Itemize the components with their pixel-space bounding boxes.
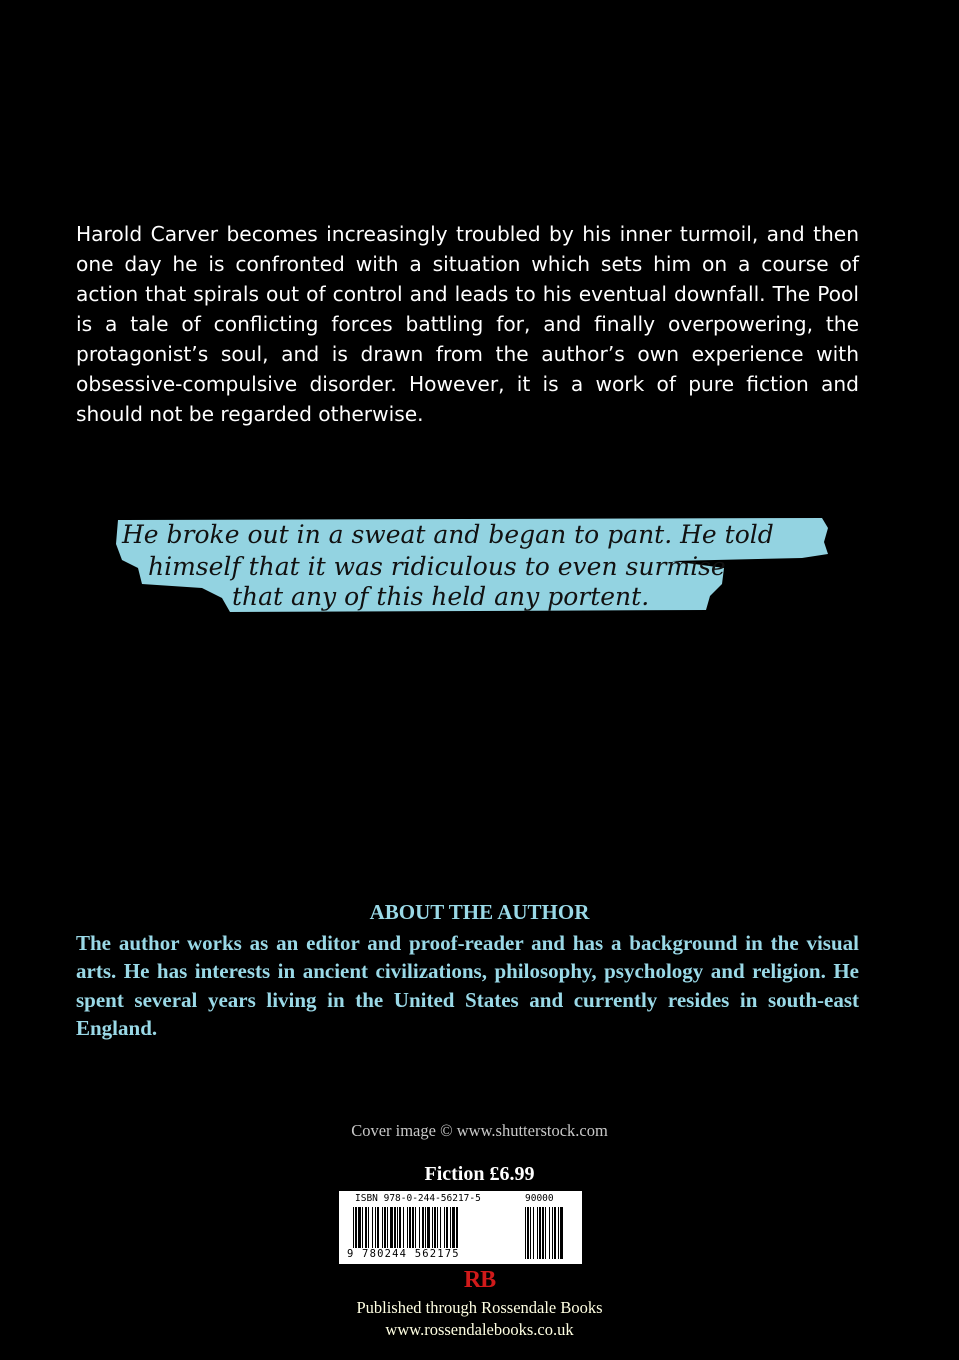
barcode-addon-number: 90000 bbox=[525, 1193, 554, 1204]
publisher-website: www.rossendalebooks.co.uk bbox=[385, 1320, 574, 1339]
blurb-text: Harold Carver becomes increasingly troubled by his inner turmoil, and then one day he is confronted with a situation which sets him on a course of action that spirals out of control and leads to his eventual downfall. The Pool is a tale of conflicting forces battling for, and finally overpowering, the protagonist’s soul, and is drawn from the author’s own experience with obsessive-compulsive disorder. However, it is a work of pure fiction and should not be regarded otherwise. bbox=[76, 222, 859, 426]
barcode-digits: 9 780244 562175 bbox=[347, 1248, 460, 1260]
about-body: The author works as an editor and proof-reader and has a background in the visual arts. He has interests in ancient civilizations, philosophy, psychology and religion. He spent several years living in the United States and currently resides in south-east England. bbox=[76, 931, 859, 1040]
quote-line-1: He broke out in a sweat and began to pant. He told bbox=[122, 520, 774, 549]
isbn-label: ISBN 978-0-244-56217-5 bbox=[355, 1193, 481, 1204]
quote-line-2: himself that it was ridiculous to even surmise bbox=[148, 552, 726, 581]
price-label: Fiction £6.99 bbox=[424, 1163, 535, 1185]
quote-line-3: that any of this held any portent. bbox=[232, 582, 650, 611]
quote-highlight bbox=[112, 514, 830, 614]
about-heading: ABOUT THE AUTHOR bbox=[369, 900, 590, 924]
rossendale-books-logo: RB bbox=[463, 1267, 496, 1293]
isbn-barcode bbox=[339, 1191, 582, 1264]
publisher-line: Published through Rossendale Books bbox=[356, 1298, 603, 1317]
cover-image-credit: Cover image © www.shutterstock.com bbox=[351, 1121, 608, 1140]
